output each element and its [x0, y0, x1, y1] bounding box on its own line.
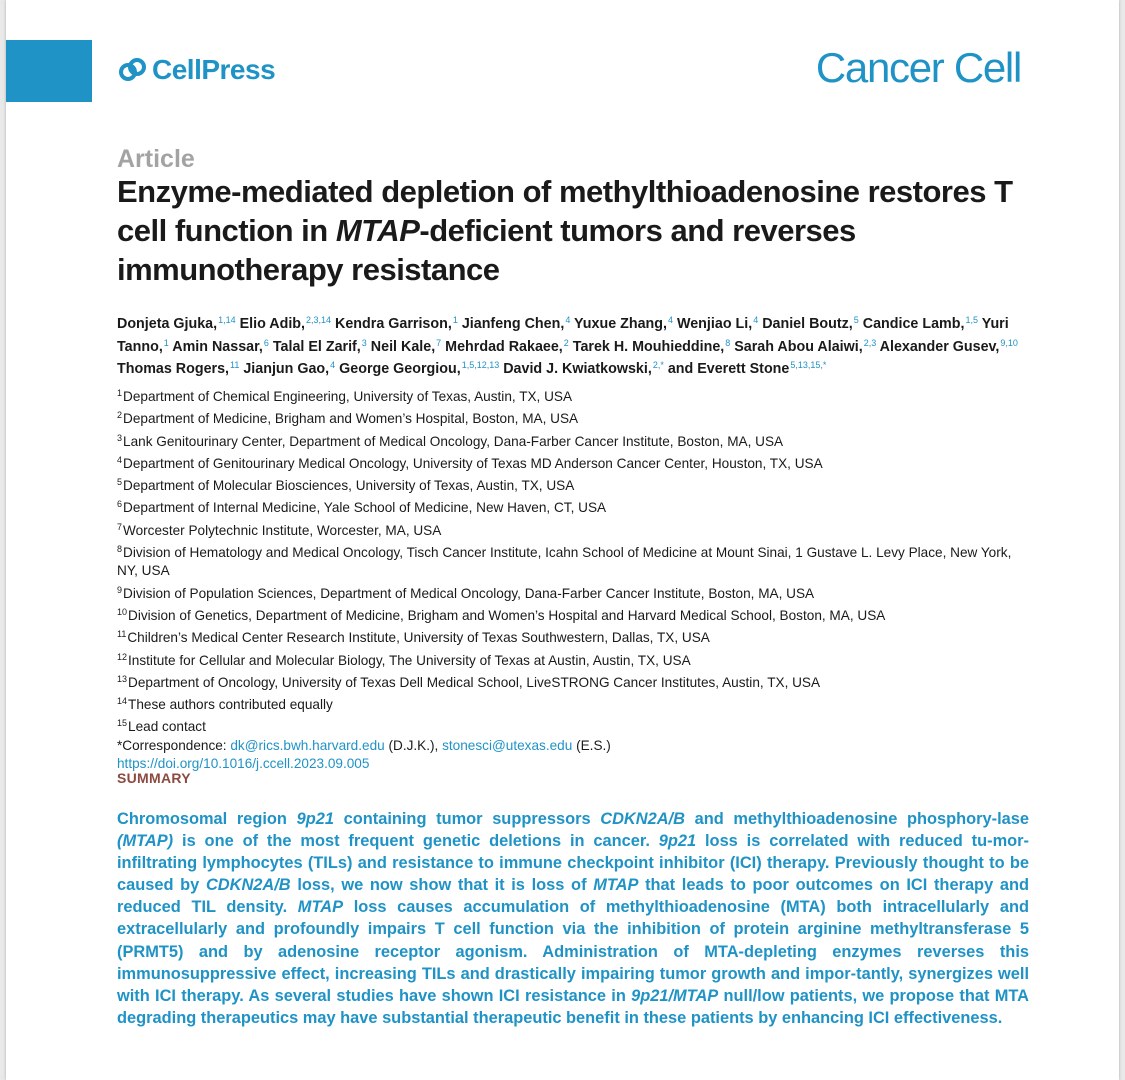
author-affiliation-marker: 3	[361, 337, 367, 348]
author-list	[117, 311, 1027, 379]
author-affiliation-marker: 1,14	[218, 315, 236, 325]
affiliation-text: Department of Oncology, University of Texas Dell Medical School, LiveSTRONG Cancer Institutes, Austin, TX, USA	[128, 674, 821, 690]
affiliation-item	[117, 670, 1032, 692]
author-name[interactable]: Thomas Rogers,$^{11}$	[117, 360, 240, 377]
affiliation-number: 13	[117, 673, 128, 684]
summary-gene-name: MTAP	[593, 876, 639, 895]
author-affiliation-marker: 1	[163, 337, 169, 348]
author-affiliation-marker: 4	[565, 315, 571, 325]
author-name[interactable]: Kendra Garrison,$^1$	[335, 315, 458, 332]
author-affiliation-marker: 1,5,12,13	[461, 360, 500, 370]
affiliation-text: Department of Chemical Engineering, University of Texas, Austin, TX, USA	[123, 389, 573, 404]
author-name[interactable]: Jianjun Gao,$^4$	[243, 360, 336, 377]
summary-gene-name: MTAP	[297, 898, 344, 917]
author-name[interactable]: Tarek H. Mouhieddine,$^8$	[572, 337, 731, 355]
summary-gene-name: CDKN2A/B	[205, 876, 291, 895]
affiliation-number: 11	[117, 629, 127, 640]
author-name[interactable]: Alexander Gusev,$^{9,10}$	[879, 337, 1018, 355]
affiliation-item	[117, 518, 1032, 540]
affiliation-number: 12	[117, 651, 128, 662]
author-affiliation-marker: 8	[725, 337, 731, 348]
cellpress-link-icon	[118, 57, 148, 83]
author-affiliation-marker: 4	[753, 315, 759, 325]
author-name[interactable]: Talal El Zarif,$^3$	[272, 337, 367, 355]
summary-segment: null/low patients, we propose that MTA degrading therapeutics may have substantial therapeutic benefit in these patients by enhancing ICI effectiveness.	[117, 986, 1029, 1027]
summary-gene-name: 9p21	[296, 810, 334, 828]
author-affiliation-marker: 4	[330, 360, 336, 370]
affiliation-item	[117, 692, 1032, 714]
author-name[interactable]: Neil Kale,$^7$	[370, 337, 442, 355]
author-name[interactable]: Jianfeng Chen,$^4$	[461, 315, 571, 332]
author-affiliation-marker: 1,5	[965, 315, 978, 325]
affiliation-item	[117, 495, 1032, 517]
author-name[interactable]: David J. Kwiatkowski,$^{2,*}$	[503, 360, 664, 377]
affiliation-list	[117, 384, 1032, 773]
affiliation-text: Department of Molecular Biosciences, University of Texas, Austin, TX, USA	[123, 478, 575, 494]
summary-segment: loss is correlated with reduced tu-mor-infiltrating lymphocytes (TILs) and resistance to immune checkpoint inhibitor (ICI) therapy. Previously thought to be caused by	[117, 832, 1029, 895]
affiliation-item	[117, 429, 1032, 451]
affiliation-text: Worcester Polytechnic Institute, Worcester, MA, USA	[123, 522, 442, 538]
summary-heading: SUMMARY	[117, 770, 191, 786]
affiliation-text: Institute for Cellular and Molecular Biology, The University of Texas at Austin, Austin, TX, USA	[128, 652, 691, 668]
cellpress-logo[interactable]	[118, 54, 275, 86]
summary-text	[117, 808, 1029, 1029]
article-page	[6, 0, 1119, 1080]
affiliation-item	[117, 540, 1032, 581]
affiliation-text: Children’s Medical Center Research Institute, University of Texas Southwestern, Dallas, TX, USA	[127, 630, 710, 646]
doi-line	[117, 755, 1032, 773]
author-name[interactable]: Mehrdad Rakaee,$^2$	[445, 337, 569, 355]
author-name[interactable]: Candice Lamb,$^{1,5}$	[862, 315, 978, 332]
correspondence-initials: (D.J.K.),	[384, 737, 443, 753]
affiliation-item	[117, 625, 1032, 647]
email-link-dk[interactable]: dk@rics.bwh.harvard.edu	[230, 737, 385, 753]
affiliation-item	[117, 473, 1032, 495]
author-affiliation-marker: 2,3,14	[306, 315, 332, 325]
affiliation-number: 2	[117, 410, 123, 421]
doi-link[interactable]: https://doi.org/10.1016/j.ccell.2023.09.005	[117, 756, 370, 772]
summary-segment: loss, we now show that it is loss of	[290, 876, 594, 895]
author-name[interactable]: Yuxue Zhang,$^4$	[574, 315, 674, 332]
affiliation-number: 9	[117, 584, 123, 595]
affiliation-text: Department of Genitourinary Medical Oncology, University of Texas MD Anderson Cancer Center, Houston, TX, USA	[123, 455, 823, 471]
author-name[interactable]: Amin Nassar,$^6$	[172, 337, 269, 355]
author-affiliation-marker: 1	[452, 315, 458, 325]
summary-gene-name: (MTAP)	[117, 832, 174, 851]
affiliation-number: 7	[117, 521, 123, 532]
affiliation-item	[117, 648, 1032, 670]
author-affiliation-marker: 7	[436, 337, 442, 348]
author-name[interactable]: Yuri Tanno,$^1$	[117, 316, 1009, 355]
affiliation-text: Division of Genetics, Department of Medicine, Brigham and Women’s Hospital and Harvard Medical School, Boston, MA, USA	[128, 607, 886, 623]
correspondence-line	[117, 737, 1032, 755]
author-name[interactable]: Elio Adib,$^{2,3,14}$	[239, 315, 332, 332]
affiliation-number: 15	[117, 718, 128, 729]
journal-name[interactable]: Cancer Cell	[815, 44, 1021, 91]
affiliation-text: Division of Population Sciences, Department of Medical Oncology, Dana-Farber Cancer Institute, Boston, MA, USA	[123, 585, 815, 601]
article-type: Article	[117, 145, 195, 173]
author-name[interactable]: George Georgiou,$^{1,5,12,13}$	[339, 360, 500, 377]
summary-segment: that leads to poor outcomes on ICI therapy and reduced TIL density.	[117, 876, 1029, 917]
affiliation-number: 6	[117, 499, 123, 510]
affiliation-number: 8	[117, 544, 123, 555]
affiliation-item	[117, 384, 1032, 406]
affiliation-text: Division of Hematology and Medical Oncology, Tisch Cancer Institute, Icahn School of Medicine at Mount Sinai, 1 Gustave L. Levy Place, New York, NY, USA	[117, 545, 1012, 579]
affiliation-number: 10	[117, 606, 128, 617]
affiliation-item	[117, 406, 1032, 428]
summary-gene-name: 9p21/MTAP	[631, 986, 719, 1005]
correspondence-initials: (E.S.)	[572, 737, 611, 753]
article-title	[117, 172, 1027, 289]
summary-segment: loss causes accumulation of methylthioadenosine (MTA) both intracellularly and extracellularly and profoundly impairs T cell function via the inhibition of protein arginine methyltransferase 5 (PRMT5) and by adenosine receptor agonism. Administration of MTA-depleting enzymes reverses this immunosuppressive effect, increasing TILs and drastically impairing tumor growth and impor-tantly, synergizes well with ICI therapy. As several studies have shown ICI resistance in	[117, 898, 1029, 1005]
author-affiliation-marker: 2	[563, 337, 569, 348]
title-segment: Enzyme-mediated depletion of methylthioadenosine restores T cell function in	[117, 174, 1013, 248]
title-gene-name: MTAP	[335, 213, 420, 248]
affiliation-item	[117, 603, 1032, 625]
affiliation-item	[117, 451, 1032, 473]
author-name[interactable]: Sarah Abou Alaiwi,$^{2,3}$	[734, 337, 877, 355]
affiliation-number: 3	[117, 432, 123, 443]
author-name[interactable]: and Everett Stone$^{5,13,15,*}$	[667, 360, 827, 377]
publisher-name: CellPress	[152, 54, 276, 85]
summary-segment: Chromosomal region	[117, 810, 297, 828]
affiliation-item	[117, 714, 1032, 736]
affiliation-item	[117, 581, 1032, 603]
affiliation-number: 5	[117, 477, 123, 488]
summary-segment: and methylthioadenosine phosphory-lase	[684, 810, 1029, 828]
affiliation-text: Department of Internal Medicine, Yale School of Medicine, New Haven, CT, USA	[123, 500, 607, 516]
author-affiliation-marker: 5,13,15,*	[790, 360, 827, 370]
affiliation-text: Lead contact	[128, 719, 206, 735]
email-link-stone[interactable]: stonesci@utexas.edu	[442, 737, 573, 753]
affiliation-text: Department of Medicine, Brigham and Women’s Hospital, Boston, MA, USA	[123, 411, 579, 427]
affiliation-number: 14	[117, 696, 128, 707]
author-name[interactable]: Donjeta Gjuka,$^{1,14}$	[117, 315, 236, 332]
correspondence-label: *Correspondence:	[117, 737, 231, 753]
affiliation-text: These authors contributed equally	[128, 697, 333, 713]
author-affiliation-marker: 11	[230, 360, 240, 370]
author-name[interactable]: Daniel Boutz,$^5$	[762, 315, 859, 332]
author-affiliation-marker: 6	[263, 337, 269, 348]
summary-gene-name: CDKN2A/B	[600, 810, 685, 828]
author-name[interactable]: Wenjiao Li,$^4$	[677, 315, 759, 332]
accent-bar	[6, 40, 92, 102]
affiliation-number: 4	[117, 454, 123, 465]
summary-gene-name: 9p21	[658, 832, 697, 851]
affiliation-text: Lank Genitourinary Center, Department of Medical Oncology, Dana-Farber Cancer Institute, Boston, MA, USA	[123, 433, 784, 449]
title-segment: -deficient tumors and reverses immunotherapy resistance	[117, 213, 856, 287]
author-affiliation-marker: 2,*	[652, 360, 664, 370]
author-affiliation-marker: 9,10	[1000, 337, 1018, 348]
author-affiliation-marker: 5	[853, 315, 859, 325]
author-affiliation-marker: 4	[668, 315, 674, 325]
summary-segment: containing tumor suppressors	[333, 810, 601, 828]
affiliation-number: 1	[117, 388, 123, 398]
author-affiliation-marker: 2,3	[863, 337, 877, 348]
summary-segment: is one of the most frequent genetic deletions in cancer.	[173, 832, 659, 851]
